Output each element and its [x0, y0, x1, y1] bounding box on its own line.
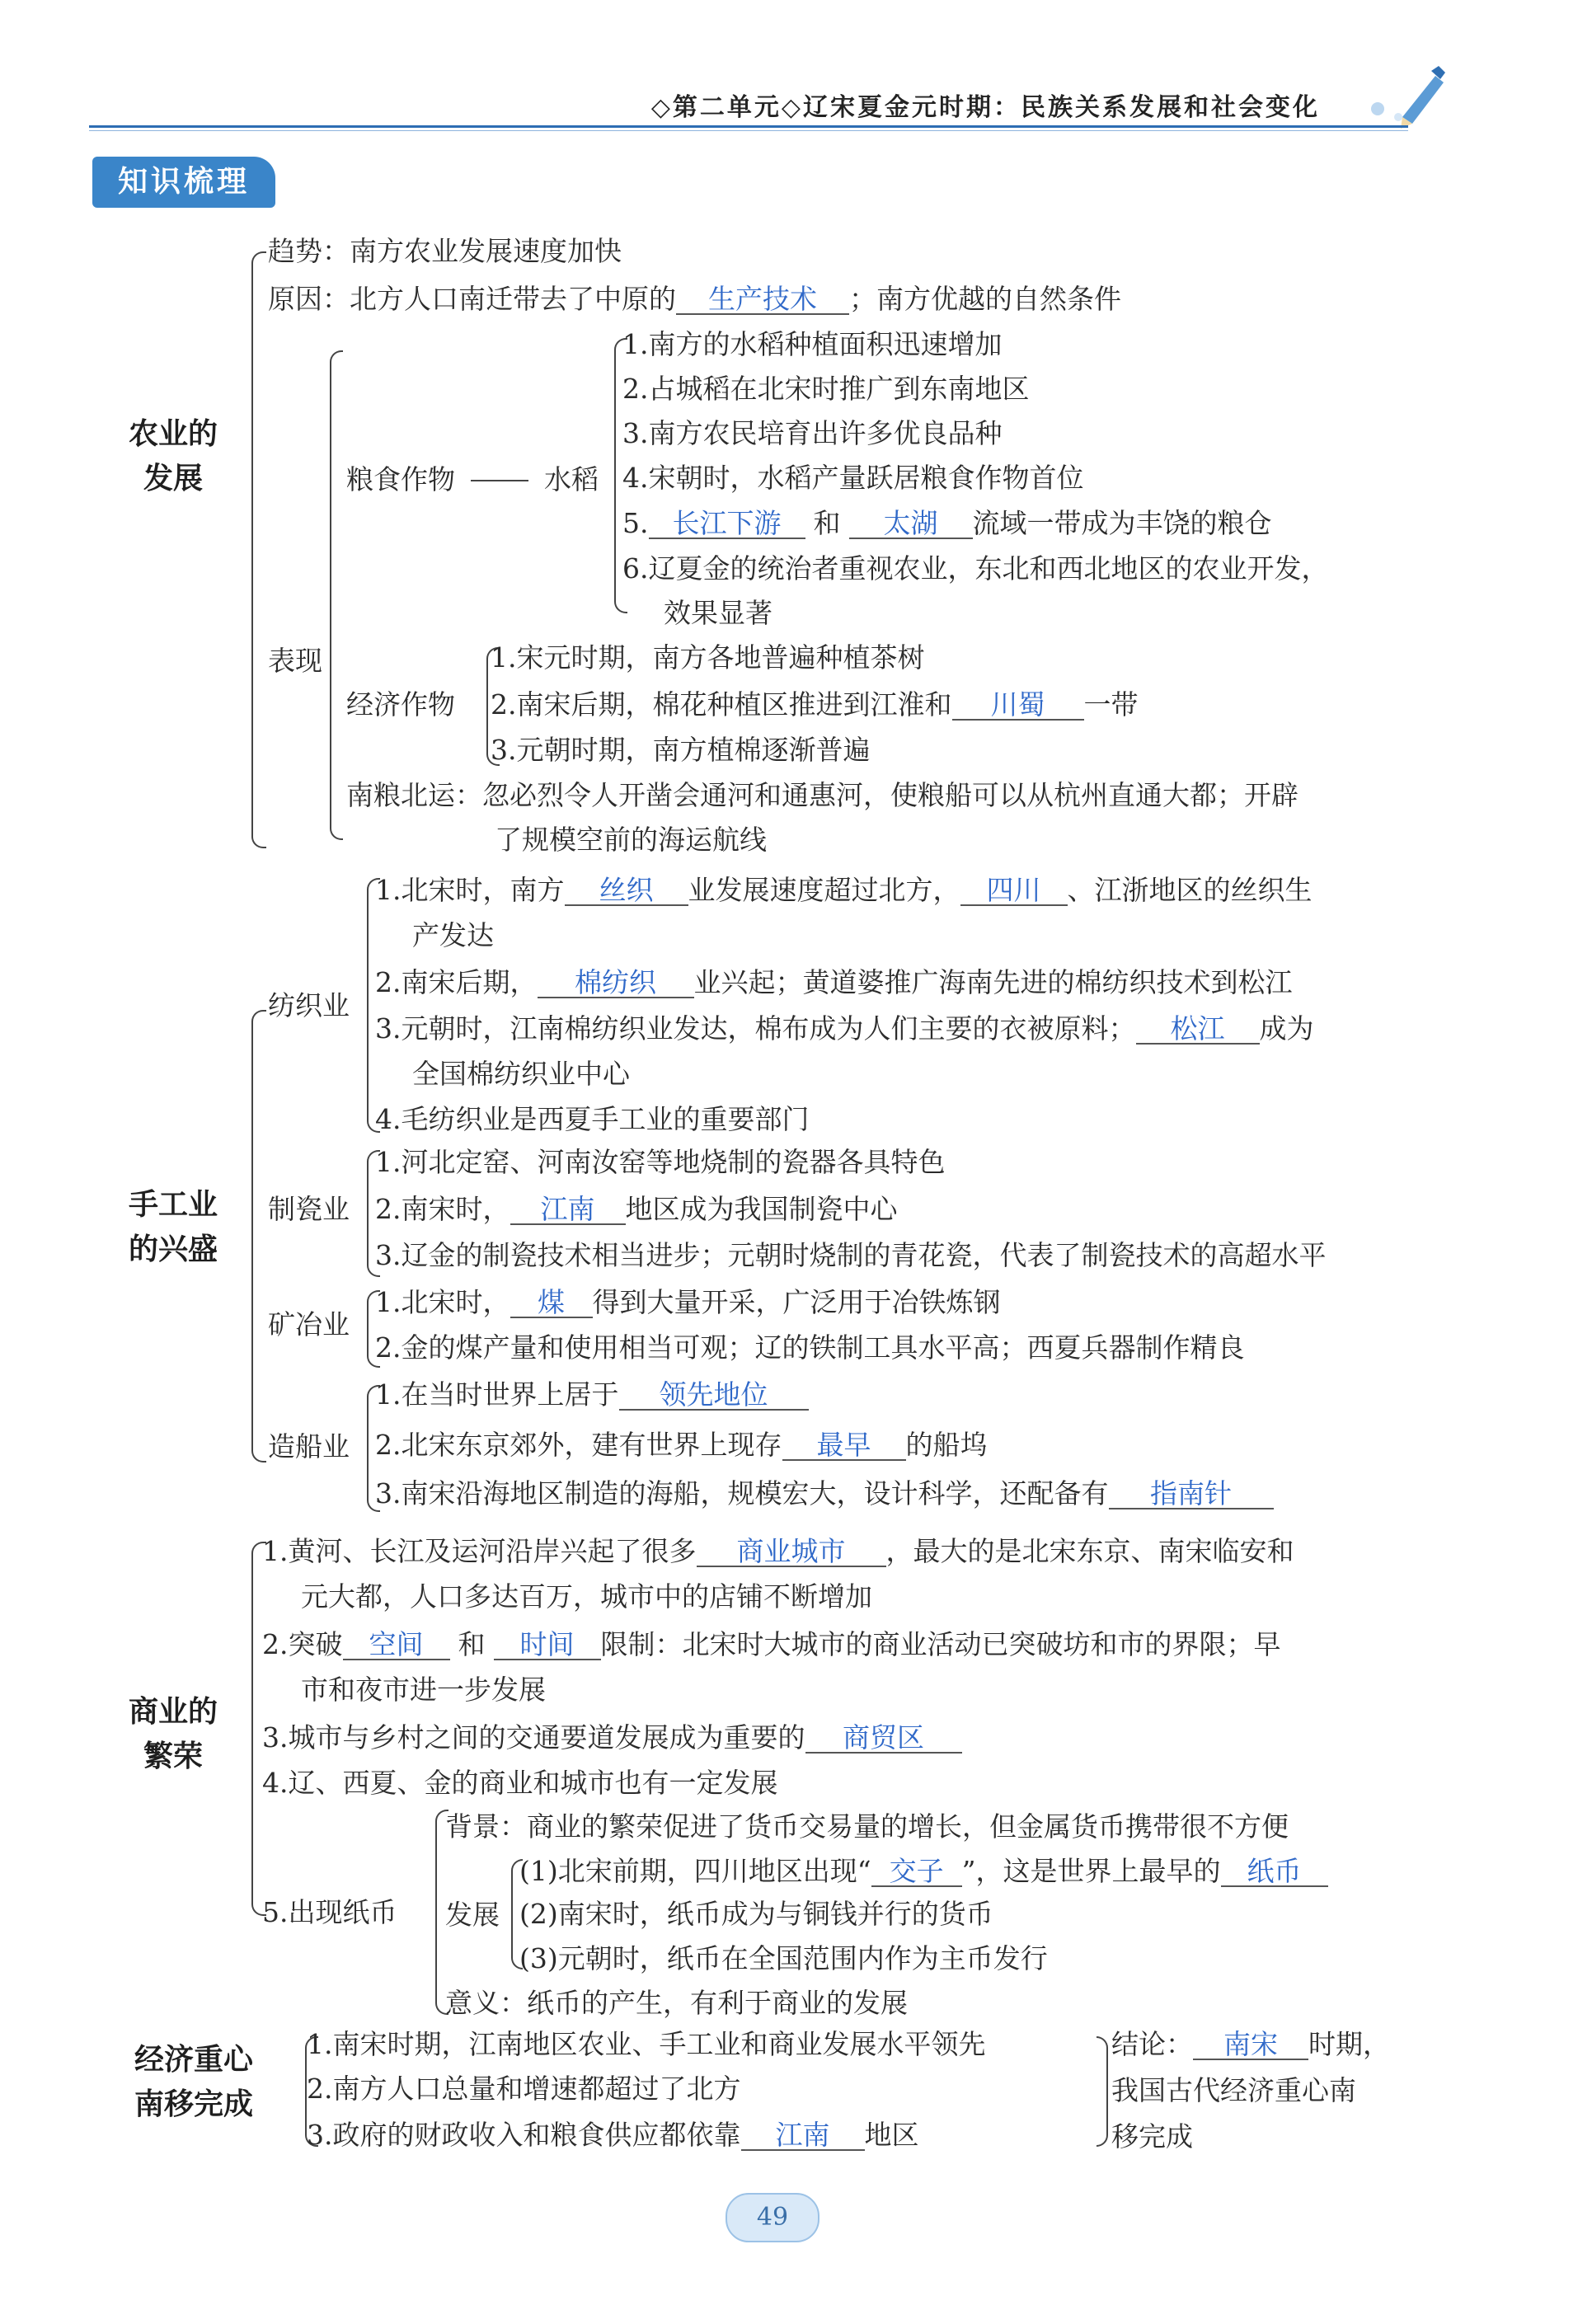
header-rule-thin: [89, 130, 1408, 131]
rice-item-6: 6.辽夏金的统治者重视农业，东北和西北地区的农业开发，: [622, 552, 1329, 585]
label-rice: 水稻: [544, 463, 599, 495]
label-development: 发展: [445, 1899, 500, 1931]
textile-item-1: [375, 874, 1313, 907]
header-title: ◇第二单元◇辽宋夏金元时期：民族关系发展和社会变化: [650, 93, 1320, 122]
ship-item-1: [375, 1378, 809, 1411]
label-cash-crop: 经济作物: [346, 688, 455, 721]
answer-blank: 商贸区: [805, 1724, 962, 1754]
conclusion-cont-1: 我国古代经济重心南: [1111, 2074, 1356, 2106]
header-rule: [89, 125, 1408, 128]
cash-item-2-pre: 2.南宋后期，棉花种植区推进到江淮和: [491, 688, 952, 721]
cash-item-2: [491, 688, 1139, 721]
answer-blank: 松江: [1136, 1015, 1260, 1045]
shift-item-3-pre: 3.政府的财政收入和粮食供应都依靠: [307, 2119, 741, 2151]
development-item-1: [519, 1855, 1328, 1888]
commerce-item-2-cont: 市和夜市进一步发展: [301, 1674, 546, 1706]
label-shipbuilding: 造船业: [268, 1430, 350, 1462]
answer-blank: 四川: [960, 876, 1068, 906]
development-item-2: (2)南宋时，纸币成为与铜钱并行的货币: [519, 1898, 993, 1930]
textile-item-2-pre: 2.南宋后期，: [375, 966, 538, 998]
answer-blank: 南宋: [1193, 2031, 1308, 2060]
brace-handicraft: [251, 1010, 266, 1462]
commerce-item-2-post: 限制：北宋时大城市的商业活动已突破坊和市的界限；早: [600, 1628, 1281, 1660]
textile-item-1-cont: 产发达: [412, 919, 494, 951]
mining-item-2: 2.金的煤产量和使用相当可观；辽的铁制工具水平高；西夏兵器制作精良: [375, 1331, 1245, 1364]
category-line-1: 手工业: [128, 1188, 218, 1222]
paper-money-background: 背景：商业的繁荣促进了货币交易量的增长，但金属货币携带很不方便: [445, 1810, 1289, 1843]
brace-textile: [367, 878, 380, 1133]
grain-transport: 南粮北运：忽必烈令人开凿会通河和通惠河，使粮船可以从杭州直通大都；开辟: [346, 779, 1298, 811]
commerce-item-2: [262, 1628, 1281, 1661]
category-line-1: 经济重心: [134, 2043, 253, 2077]
answer-blank: 煤: [510, 1289, 593, 1318]
textile-item-2-post: 业兴起；黄道婆推广海南先进的棉纺织技术到松江: [693, 966, 1293, 998]
answer-blank: 生产技术: [676, 285, 849, 315]
textile-item-2: [375, 966, 1293, 999]
textile-item-3-pre: 3.元朝时，江南棉纺织业发达，棉布成为人们主要的衣被原料；: [375, 1012, 1136, 1045]
ship-item-3: [375, 1477, 1274, 1510]
commerce-item-1-pre: 1.黄河、长江及运河沿岸兴起了很多: [262, 1535, 697, 1567]
cash-item-3: 3.元朝时期，南方植棉逐渐普遍: [491, 734, 871, 766]
textile-item-3-post: 成为: [1259, 1012, 1314, 1045]
category-line-2: 繁荣: [143, 1739, 203, 1773]
grain-transport-cont: 了规模空前的海运航线: [495, 824, 767, 856]
commerce-item-5: 5.出现纸币: [262, 1896, 397, 1928]
rice-item-3: 3.南方农民培育出许多优良品种: [622, 417, 1003, 449]
cash-item-1: 1.宋元时期，南方各地普遍种植茶树: [491, 641, 925, 674]
answer-blank: 棉纺织: [538, 969, 694, 998]
label-grain: 粮食作物: [346, 463, 455, 495]
category-commerce: [115, 1690, 231, 1779]
mining-item-1-post: 得到大量开采，广泛用于冶铁炼钢: [592, 1286, 1001, 1318]
rice-item-5: [622, 507, 1272, 540]
category-handicraft: [115, 1183, 231, 1272]
cash-item-2-post: 一带: [1083, 688, 1139, 721]
answer-blank: 川蜀: [952, 691, 1084, 721]
conclusion: [1111, 2028, 1390, 2061]
porcelain-item-1: 1.河北定窑、河南汝窑等地烧制的瓷器各具特色: [375, 1146, 946, 1178]
ship-item-2: [375, 1429, 988, 1462]
commerce-item-3: [262, 1721, 962, 1754]
shift-item-3: [307, 2119, 919, 2152]
label-textile: 纺织业: [268, 989, 350, 1021]
label-porcelain: 制瓷业: [268, 1193, 350, 1225]
paper-money-significance: 意义：纸币的产生，有利于商业的发展: [445, 1987, 908, 2019]
answer-blank: 领先地位: [619, 1381, 809, 1411]
rice-item-5-pre: 5.: [622, 507, 649, 539]
ship-item-2-pre: 2.北宋东京郊外，建有世界上现存: [375, 1429, 782, 1461]
mining-item-1: [375, 1286, 1001, 1319]
answer-blank: 江南: [510, 1195, 626, 1225]
answer-blank: 指南针: [1109, 1480, 1274, 1509]
shift-item-3-post: 地区: [864, 2119, 919, 2151]
label-biaoxian: 表现: [268, 645, 322, 677]
agri-trend: 趋势：南方农业发展速度加快: [268, 235, 622, 267]
conclusion-pre: 结论：: [1111, 2028, 1193, 2060]
pencil-decoration-icon: [1353, 59, 1452, 134]
ship-item-3-pre: 3.南宋沿海地区制造的海船，规模宏大，设计科学，还配备有: [375, 1477, 1109, 1509]
commerce-item-4: 4.辽、西夏、金的商业和城市也有一定发展: [262, 1767, 778, 1799]
answer-blank: 丝织: [565, 876, 688, 906]
commerce-item-2-mid: 和: [458, 1628, 486, 1660]
porcelain-item-3: 3.辽金的制瓷技术相当进步；元朝时烧制的青花瓷，代表了制瓷技术的高超水平: [375, 1239, 1327, 1271]
category-line-2: 的兴盛: [128, 1232, 218, 1266]
section-badge: 知识梳理: [92, 157, 275, 208]
answer-blank: 纸币: [1221, 1857, 1328, 1887]
commerce-item-2-pre: 2.突破: [262, 1628, 343, 1660]
commerce-item-1-post: ，最大的是北宋东京、南宋临安和: [885, 1535, 1294, 1567]
development-item-3: (3)元朝时，纸币在全国范围内作为主币发行: [519, 1942, 1048, 1974]
porcelain-item-2-post: 地区成为我国制瓷中心: [625, 1193, 898, 1225]
answer-blank: 交子: [871, 1857, 962, 1887]
ship-item-2-post: 的船坞: [905, 1429, 988, 1461]
commerce-item-1-cont: 元大都，人口多达百万，城市中的店铺不断增加: [301, 1580, 872, 1613]
category-line-1: 农业的: [128, 417, 218, 451]
agri-reason-pre: 原因：北方人口南迁带去了中原的: [268, 283, 676, 315]
page-number: 49: [726, 2193, 819, 2242]
shift-item-1: 1.南宋时期，江南地区农业、手工业和商业发展水平领先: [307, 2028, 986, 2060]
textile-item-3: [375, 1012, 1314, 1045]
textile-item-1-mid: 业发展速度超过北方，: [688, 874, 960, 906]
porcelain-item-2: [375, 1193, 898, 1226]
rice-item-1: 1.南方的水稻种植面积迅速增加: [622, 328, 1003, 360]
development-item-1-mid: ”，这是世界上最早的: [961, 1855, 1221, 1887]
answer-blank: 空间: [343, 1631, 450, 1660]
answer-blank: 长江下游: [649, 509, 805, 539]
category-agriculture: [115, 412, 231, 501]
category-line-2: 南移完成: [134, 2087, 253, 2121]
conclusion-post: 时期，: [1308, 2028, 1390, 2060]
brace-agriculture: [251, 251, 266, 848]
textile-item-1-post: 、江浙地区的丝织生: [1067, 874, 1313, 906]
connector-dash: [471, 480, 528, 481]
brace-biaoxian: [330, 350, 343, 840]
conclusion-cont-2: 移完成: [1111, 2120, 1193, 2153]
textile-item-3-cont: 全国棉纺织业中心: [412, 1058, 630, 1090]
commerce-item-3-pre: 3.城市与乡村之间的交通要道发展成为重要的: [262, 1721, 805, 1754]
agri-reason-post: ；南方优越的自然条件: [849, 283, 1121, 315]
category-line-1: 商业的: [128, 1695, 218, 1729]
category-line-2: 发展: [143, 462, 203, 495]
answer-blank: 太湖: [849, 509, 973, 539]
rice-item-6-cont: 效果显著: [664, 597, 773, 629]
answer-blank: 商业城市: [697, 1538, 886, 1567]
answer-blank: 时间: [494, 1631, 601, 1660]
porcelain-item-2-pre: 2.南宋时，: [375, 1193, 510, 1225]
ship-item-1-pre: 1.在当时世界上居于: [375, 1378, 619, 1411]
answer-blank: 江南: [741, 2121, 865, 2151]
rice-item-4: 4.宋朝时，水稻产量跃居粮食作物首位: [622, 462, 1084, 494]
category-economic-shift: [115, 2038, 272, 2127]
rice-item-5-mid: 和: [813, 507, 841, 539]
mining-item-1-pre: 1.北宋时，: [375, 1286, 510, 1318]
shift-item-2: 2.南方人口总量和增速都超过了北方: [307, 2073, 741, 2105]
textile-item-4: 4.毛纺织业是西夏手工业的重要部门: [375, 1103, 810, 1135]
label-mining: 矿冶业: [268, 1308, 350, 1340]
agri-reason: [268, 283, 1121, 316]
development-item-1-pre: (1)北宋前期，四川地区出现“: [519, 1855, 871, 1887]
textile-item-1-pre: 1.北宋时，南方: [375, 874, 565, 906]
commerce-item-1: [262, 1535, 1294, 1568]
answer-blank: 最早: [782, 1431, 906, 1461]
brace-conclusion: [1097, 2036, 1108, 2147]
rice-item-2: 2.占城稻在北宋时推广到东南地区: [622, 373, 1030, 405]
rice-item-5-post: 流域一带成为丰饶的粮仓: [972, 507, 1272, 539]
